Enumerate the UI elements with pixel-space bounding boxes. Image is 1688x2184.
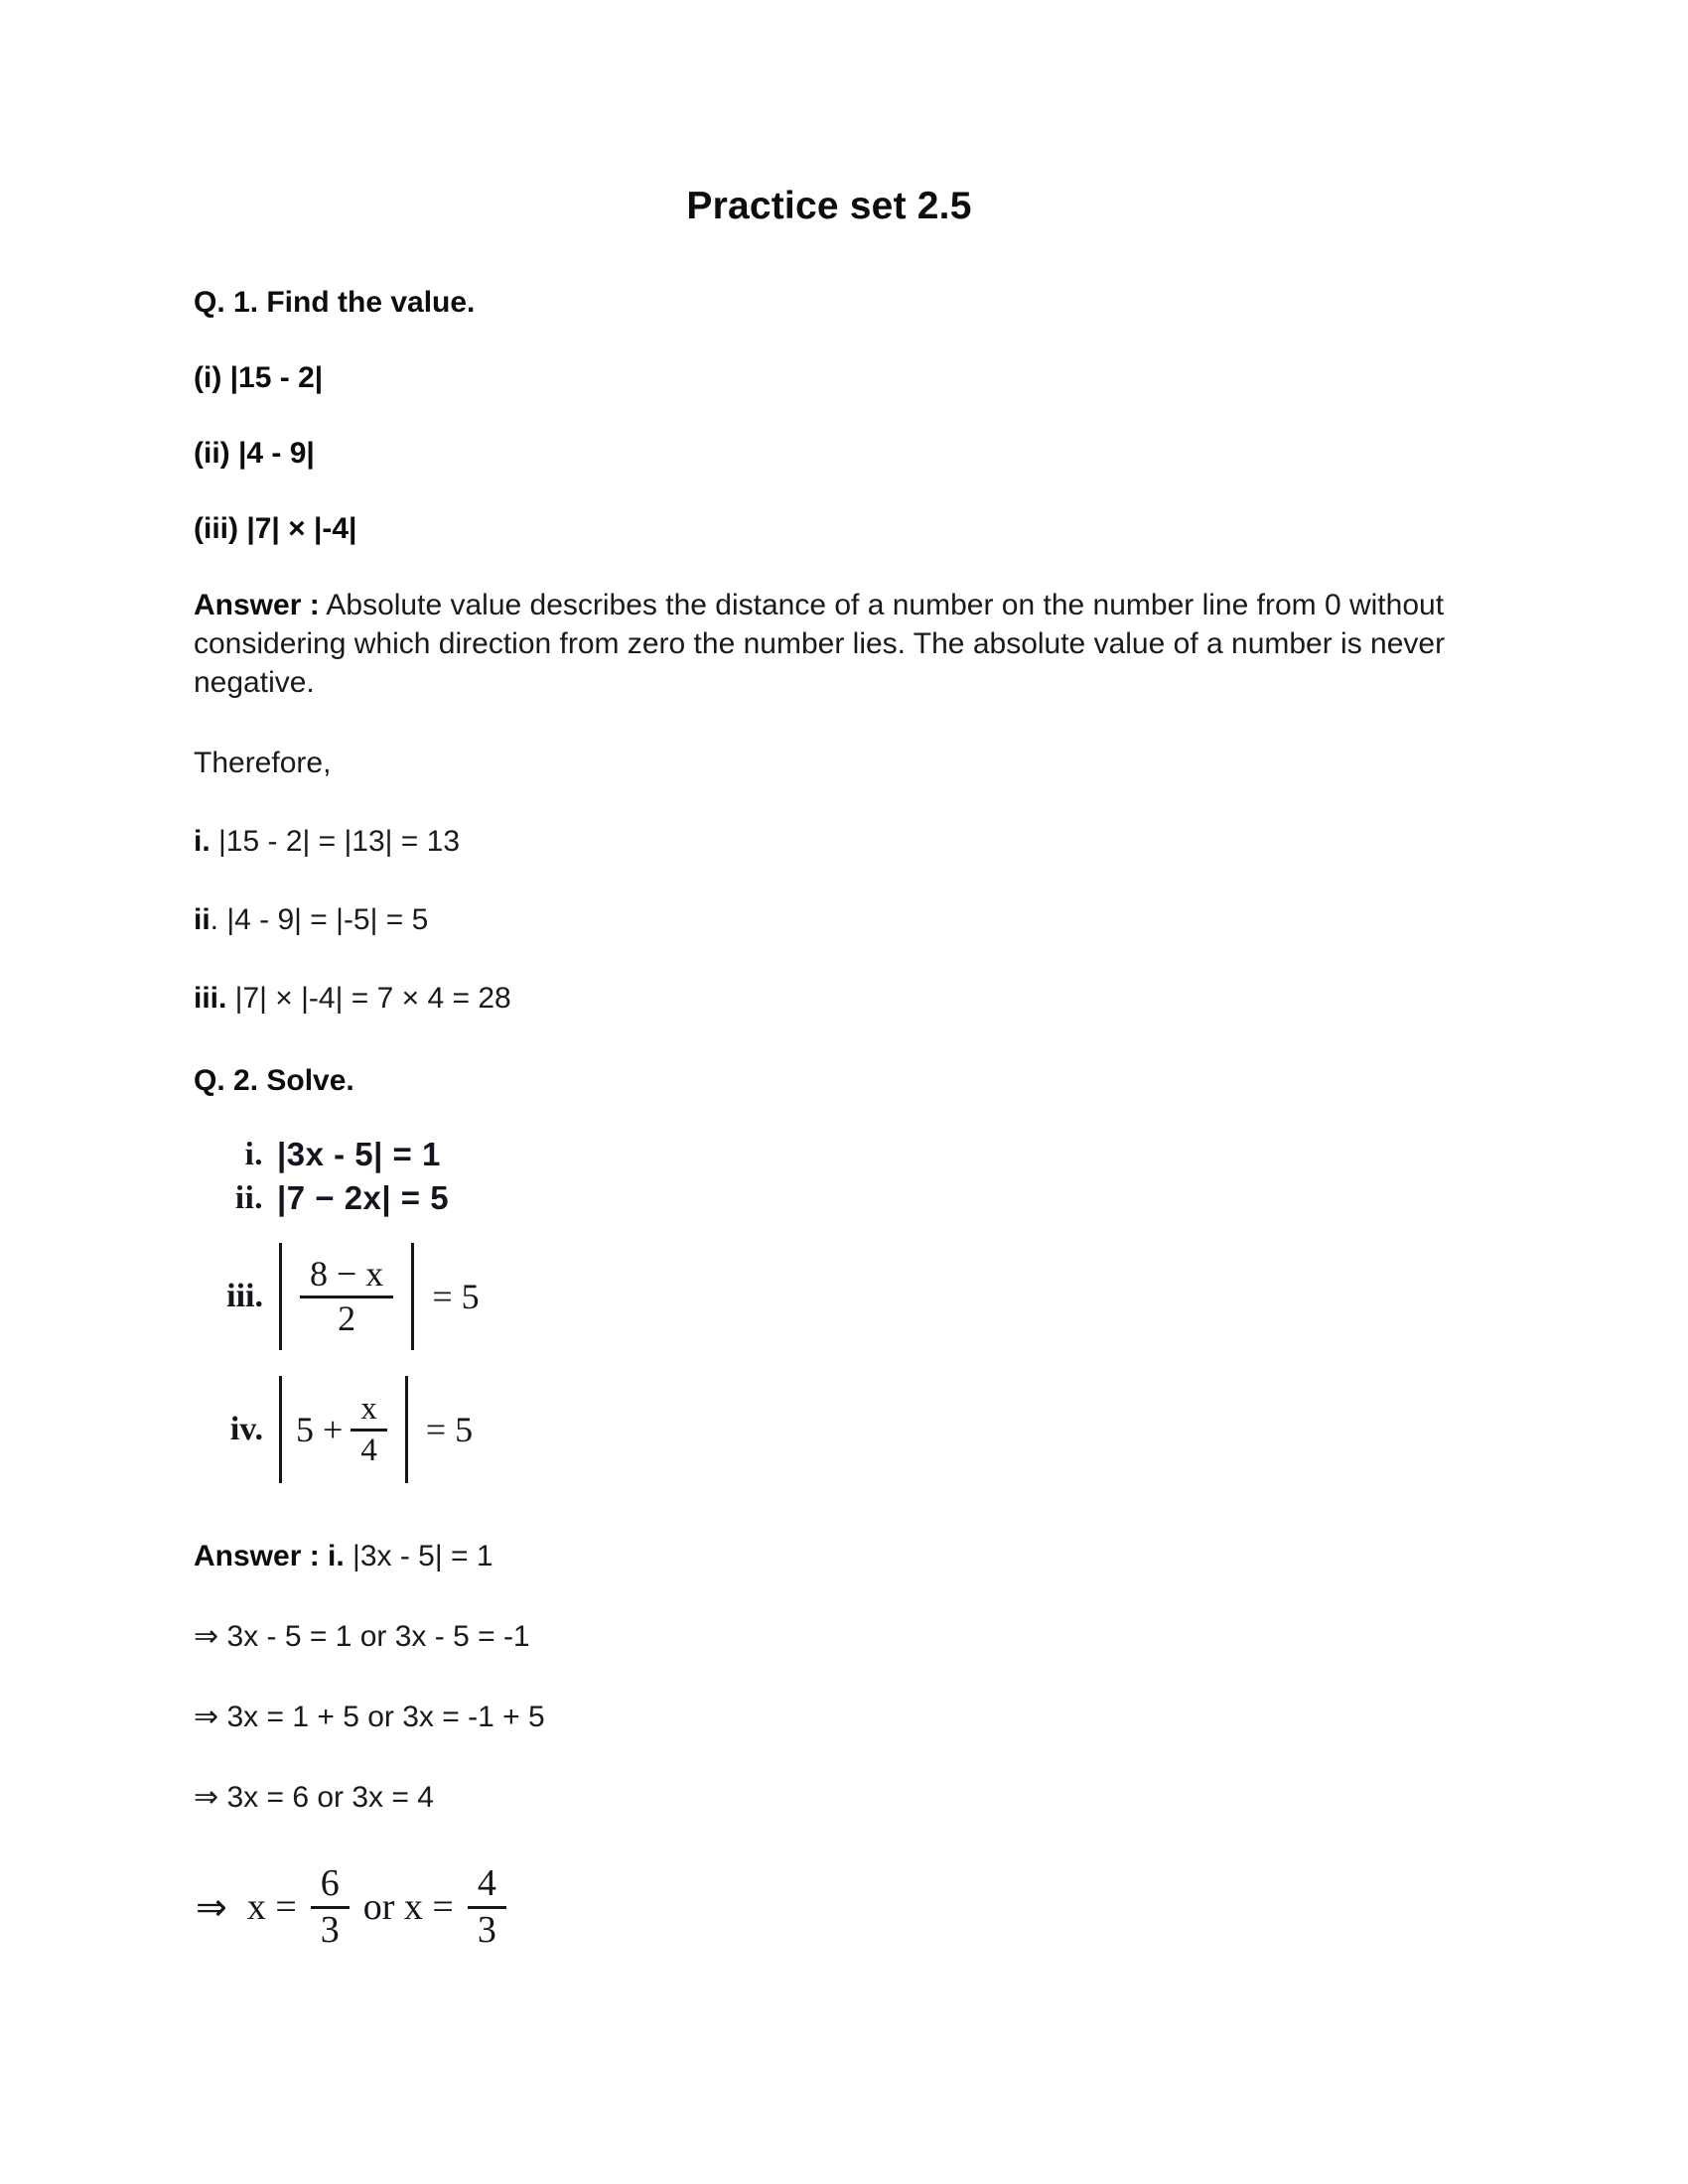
q1-therefore: Therefore, bbox=[194, 747, 332, 779]
q2-math-item-iii bbox=[202, 1243, 1504, 1350]
q1-solution-i bbox=[194, 822, 1504, 861]
q2-answer-expression: |3x - 5| = 1 bbox=[344, 1540, 493, 1572]
q1-solution-i-label: i. bbox=[194, 825, 211, 858]
q2-step-3: ⇒ 3x = 6 or 3x = 4 bbox=[194, 1781, 434, 1814]
q1-answer-label: Answer : bbox=[194, 589, 320, 621]
q2-final-fraction-2-numerator: 4 bbox=[477, 1862, 496, 1904]
document-content bbox=[194, 0, 1504, 1951]
q2-final-fraction-1-denominator: 3 bbox=[311, 1906, 350, 1951]
q2-final-arrow: ⇒ bbox=[196, 1886, 227, 1929]
q2-math-item-iv-denominator: 4 bbox=[351, 1429, 387, 1468]
q2-final-fraction-1 bbox=[311, 1864, 350, 1951]
q2-final-lhs: x = bbox=[246, 1886, 297, 1929]
q2-math-item-iv-prefix: 5 + bbox=[296, 1410, 344, 1449]
q1-item-i: (i) |15 - 2| bbox=[194, 361, 324, 394]
q2-step-2: ⇒ 3x = 1 + 5 or 3x = -1 + 5 bbox=[194, 1701, 545, 1733]
q2-math-item-i-expression: |3x - 5| = 1 bbox=[277, 1136, 441, 1172]
q2-math-item-iii-rhs: = 5 bbox=[432, 1277, 480, 1316]
q1-solution-iii-label: iii. bbox=[194, 982, 227, 1015]
q2-heading: Q. 2. Solve. bbox=[194, 1064, 354, 1097]
q2-math-item-iv-absolute-bars bbox=[279, 1376, 408, 1483]
q2-math-item-iii-label: iii. bbox=[226, 1278, 263, 1314]
q2-final-fraction-1-numerator: 6 bbox=[320, 1862, 340, 1904]
q1-answer-text: Absolute value describes the distance of a number on the number line from 0 without considering which direction from zero the number lies. The absolute value of a number is never negative. bbox=[194, 589, 1446, 699]
q2-final-answer bbox=[196, 1864, 1504, 1951]
q2-answer-label: Answer : i. bbox=[194, 1540, 345, 1572]
q1-item-iii: (iii) |7| × |-4| bbox=[194, 512, 357, 545]
q1-solution-ii-label: ii bbox=[194, 903, 211, 936]
q2-answer-line bbox=[194, 1537, 1504, 1575]
q2-final-fraction-2 bbox=[468, 1864, 506, 1951]
page-title: Practice set 2.5 bbox=[686, 185, 972, 227]
q2-step-1: ⇒ 3x - 5 = 1 or 3x - 5 = -1 bbox=[194, 1620, 530, 1653]
q1-solution-iii-text: |7| × |-4| = 7 × 4 = 28 bbox=[226, 982, 511, 1015]
q2-math-item-i-label: i. bbox=[244, 1136, 263, 1172]
q2-math-item-ii-label: ii. bbox=[234, 1179, 263, 1216]
q2-math-item-iv-rhs: = 5 bbox=[425, 1410, 474, 1449]
q1-item-ii: (ii) |4 - 9| bbox=[194, 437, 315, 470]
q2-math-item-ii-expression: |7 − 2x| = 5 bbox=[277, 1179, 450, 1216]
q2-math-block bbox=[202, 1136, 1504, 1483]
q2-math-item-ii bbox=[202, 1179, 1504, 1217]
q2-math-item-iii-absolute-bars bbox=[279, 1243, 414, 1350]
q2-math-item-iv-numerator: x bbox=[360, 1390, 377, 1427]
q2-final-fraction-2-denominator: 3 bbox=[468, 1906, 506, 1951]
q2-math-item-iv bbox=[202, 1376, 1504, 1483]
q2-math-item-iv-fraction bbox=[351, 1392, 387, 1467]
q1-solution-i-text: |15 - 2| = |13| = 13 bbox=[210, 825, 461, 858]
q1-solution-iii bbox=[194, 979, 1504, 1018]
q2-final-mid: or x = bbox=[362, 1886, 454, 1929]
q1-heading: Q. 1. Find the value. bbox=[194, 286, 476, 319]
q2-math-item-iii-fraction bbox=[300, 1253, 393, 1338]
q1-solution-ii bbox=[194, 900, 1504, 939]
q2-math-item-i bbox=[202, 1136, 1504, 1173]
q1-answer-paragraph bbox=[194, 586, 1504, 702]
q1-solution-ii-text: . |4 - 9| = |-5| = 5 bbox=[210, 903, 429, 936]
q2-math-item-iii-numerator: 8 − x bbox=[310, 1253, 384, 1294]
q2-math-item-iii-denominator: 2 bbox=[300, 1296, 393, 1338]
q2-math-item-iv-label: iv. bbox=[229, 1411, 263, 1447]
